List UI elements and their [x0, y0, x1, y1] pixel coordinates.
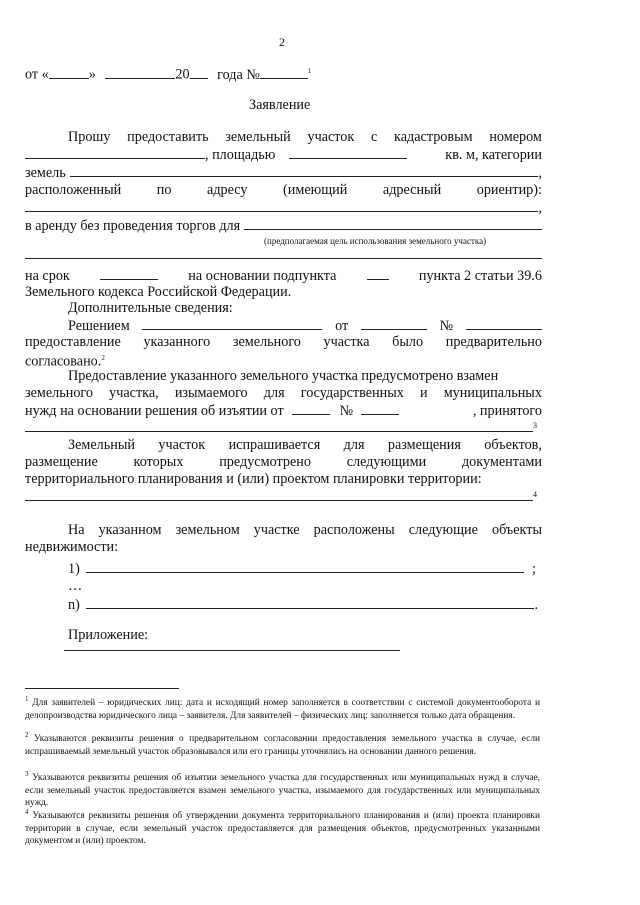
month-blank[interactable]	[105, 66, 175, 79]
day-blank[interactable]	[49, 66, 89, 79]
number-label: года №	[217, 66, 260, 83]
request-line-3: земель ,	[25, 165, 542, 181]
object-item-n: n) .	[68, 597, 538, 613]
page-number: 2	[279, 35, 285, 49]
footnote-3: $^3$ Указываются реквизиты решения об изъятии земельного участка для государственных или муниципальных нужд в случае, если земельный участок предоставляется взамен земельного участка, изымаемого для государственных или муниципальных нужд.	[25, 770, 540, 809]
purpose-continuation-blank[interactable]	[25, 258, 542, 259]
address-blank[interactable]	[25, 199, 538, 212]
footnote-ref-1: 1	[307, 67, 312, 75]
cadastral-number-blank[interactable]	[25, 146, 205, 159]
document-title: Заявление	[249, 97, 311, 113]
provision-line-1: Предоставление указанного земельного участка предусмотрено взамен	[68, 368, 499, 384]
provision-line-3: нужд на основании решения об изъятии от № , принятого	[25, 403, 542, 419]
objects-line-1: На указанном земельном участке расположены следующие объекты	[68, 522, 542, 538]
object-n-blank[interactable]	[86, 596, 535, 609]
object-item-1: 1) ;	[68, 561, 536, 577]
address-line: ,	[25, 199, 542, 217]
object-1-blank[interactable]	[86, 560, 524, 573]
term-line: на срок на основании подпункта пункта 2 статьи 39.6	[25, 268, 542, 284]
decision-line-2: предоставление указанного земельного участка было предварительно	[25, 334, 542, 350]
decision-blank[interactable]	[142, 317, 322, 330]
land-category-blank[interactable]	[70, 164, 539, 177]
requested-line-1: Земельный участок испрашивается для размещения объектов,	[68, 437, 542, 453]
provision-line-2: земельного участка, изымаемого для государственных и муниципальных	[25, 385, 542, 401]
lease-purpose-line: в аренду без проведения торгов для	[25, 217, 542, 235]
request-line-4: расположенный по адресу (имеющий адресный ориентир):	[25, 182, 542, 198]
footnote-2: $^2$ Указываются реквизиты решения о предварительном согласовании предоставления земельного участка в случае, если испрашиваемый земельный участок образовывался или его границы уточнялись на основании данного решения.	[25, 731, 541, 757]
decision-date-blank[interactable]	[361, 317, 427, 330]
purpose-hint: (предполагаемая цель использования земельного участка)	[264, 236, 487, 246]
request-line-2: , площадью кв. м, категории	[25, 146, 542, 164]
footnote-separator	[25, 688, 179, 689]
decision-line-3: согласовано.$^2$	[25, 353, 105, 370]
term-blank[interactable]	[100, 267, 158, 280]
decision-number-blank[interactable]	[466, 317, 542, 330]
decision-line-1: Решением от №	[68, 317, 542, 335]
area-blank[interactable]	[289, 146, 407, 159]
object-ellipsis: …	[68, 578, 83, 594]
attachment-blank[interactable]	[64, 650, 400, 651]
footnote-4: $^4$ Указываются реквизиты решения об утверждении документа территориального планирования и (или) проекта планировки территории в случае, если земельный участок предоставляется для размещения объектов, предусмотренных указанными документом и (или) проектом.	[25, 808, 540, 847]
additional-info-heading: Дополнительные сведения:	[68, 300, 233, 316]
number-blank[interactable]	[260, 66, 308, 79]
requested-line-3: территориального планирования и (или) проектом планировки территории:	[25, 471, 482, 487]
seizure-authority-blank[interactable]	[25, 431, 533, 432]
attachment-heading: Приложение:	[68, 627, 149, 643]
footnote-ref-2: 2	[101, 354, 105, 362]
footnote-ref-4: 4	[533, 490, 537, 499]
subparagraph-blank[interactable]	[367, 267, 389, 280]
request-line-1: Прошу предоставить земельный участок с кадастровым номером	[68, 129, 542, 145]
date-close-quote: »	[88, 66, 96, 83]
seizure-number-blank[interactable]	[361, 402, 399, 415]
purpose-blank[interactable]	[244, 217, 542, 230]
footnote-1: $^1$ Для заявителей – юридических лиц: дата и исходящий номер заполняется в соответствии с системой документооборота и делопроизводства юридического лица – заявителя. Для заявителей – физических лиц: заполняется только дата обращения.	[25, 695, 540, 721]
planning-document-blank[interactable]	[25, 500, 533, 501]
seizure-date-blank[interactable]	[292, 402, 330, 415]
date-number-line	[25, 63, 311, 84]
requested-line-2: размещение которых предусмотрено следующими документами	[25, 454, 542, 470]
land-code-line: Земельного кодекса Российской Федерации.	[25, 284, 292, 300]
footnote-ref-3: 3	[533, 421, 537, 430]
objects-line-2: недвижимости:	[25, 539, 119, 555]
date-prefix: от «	[25, 66, 49, 83]
year-prefix: 20	[175, 66, 190, 83]
year-blank[interactable]	[190, 66, 208, 79]
